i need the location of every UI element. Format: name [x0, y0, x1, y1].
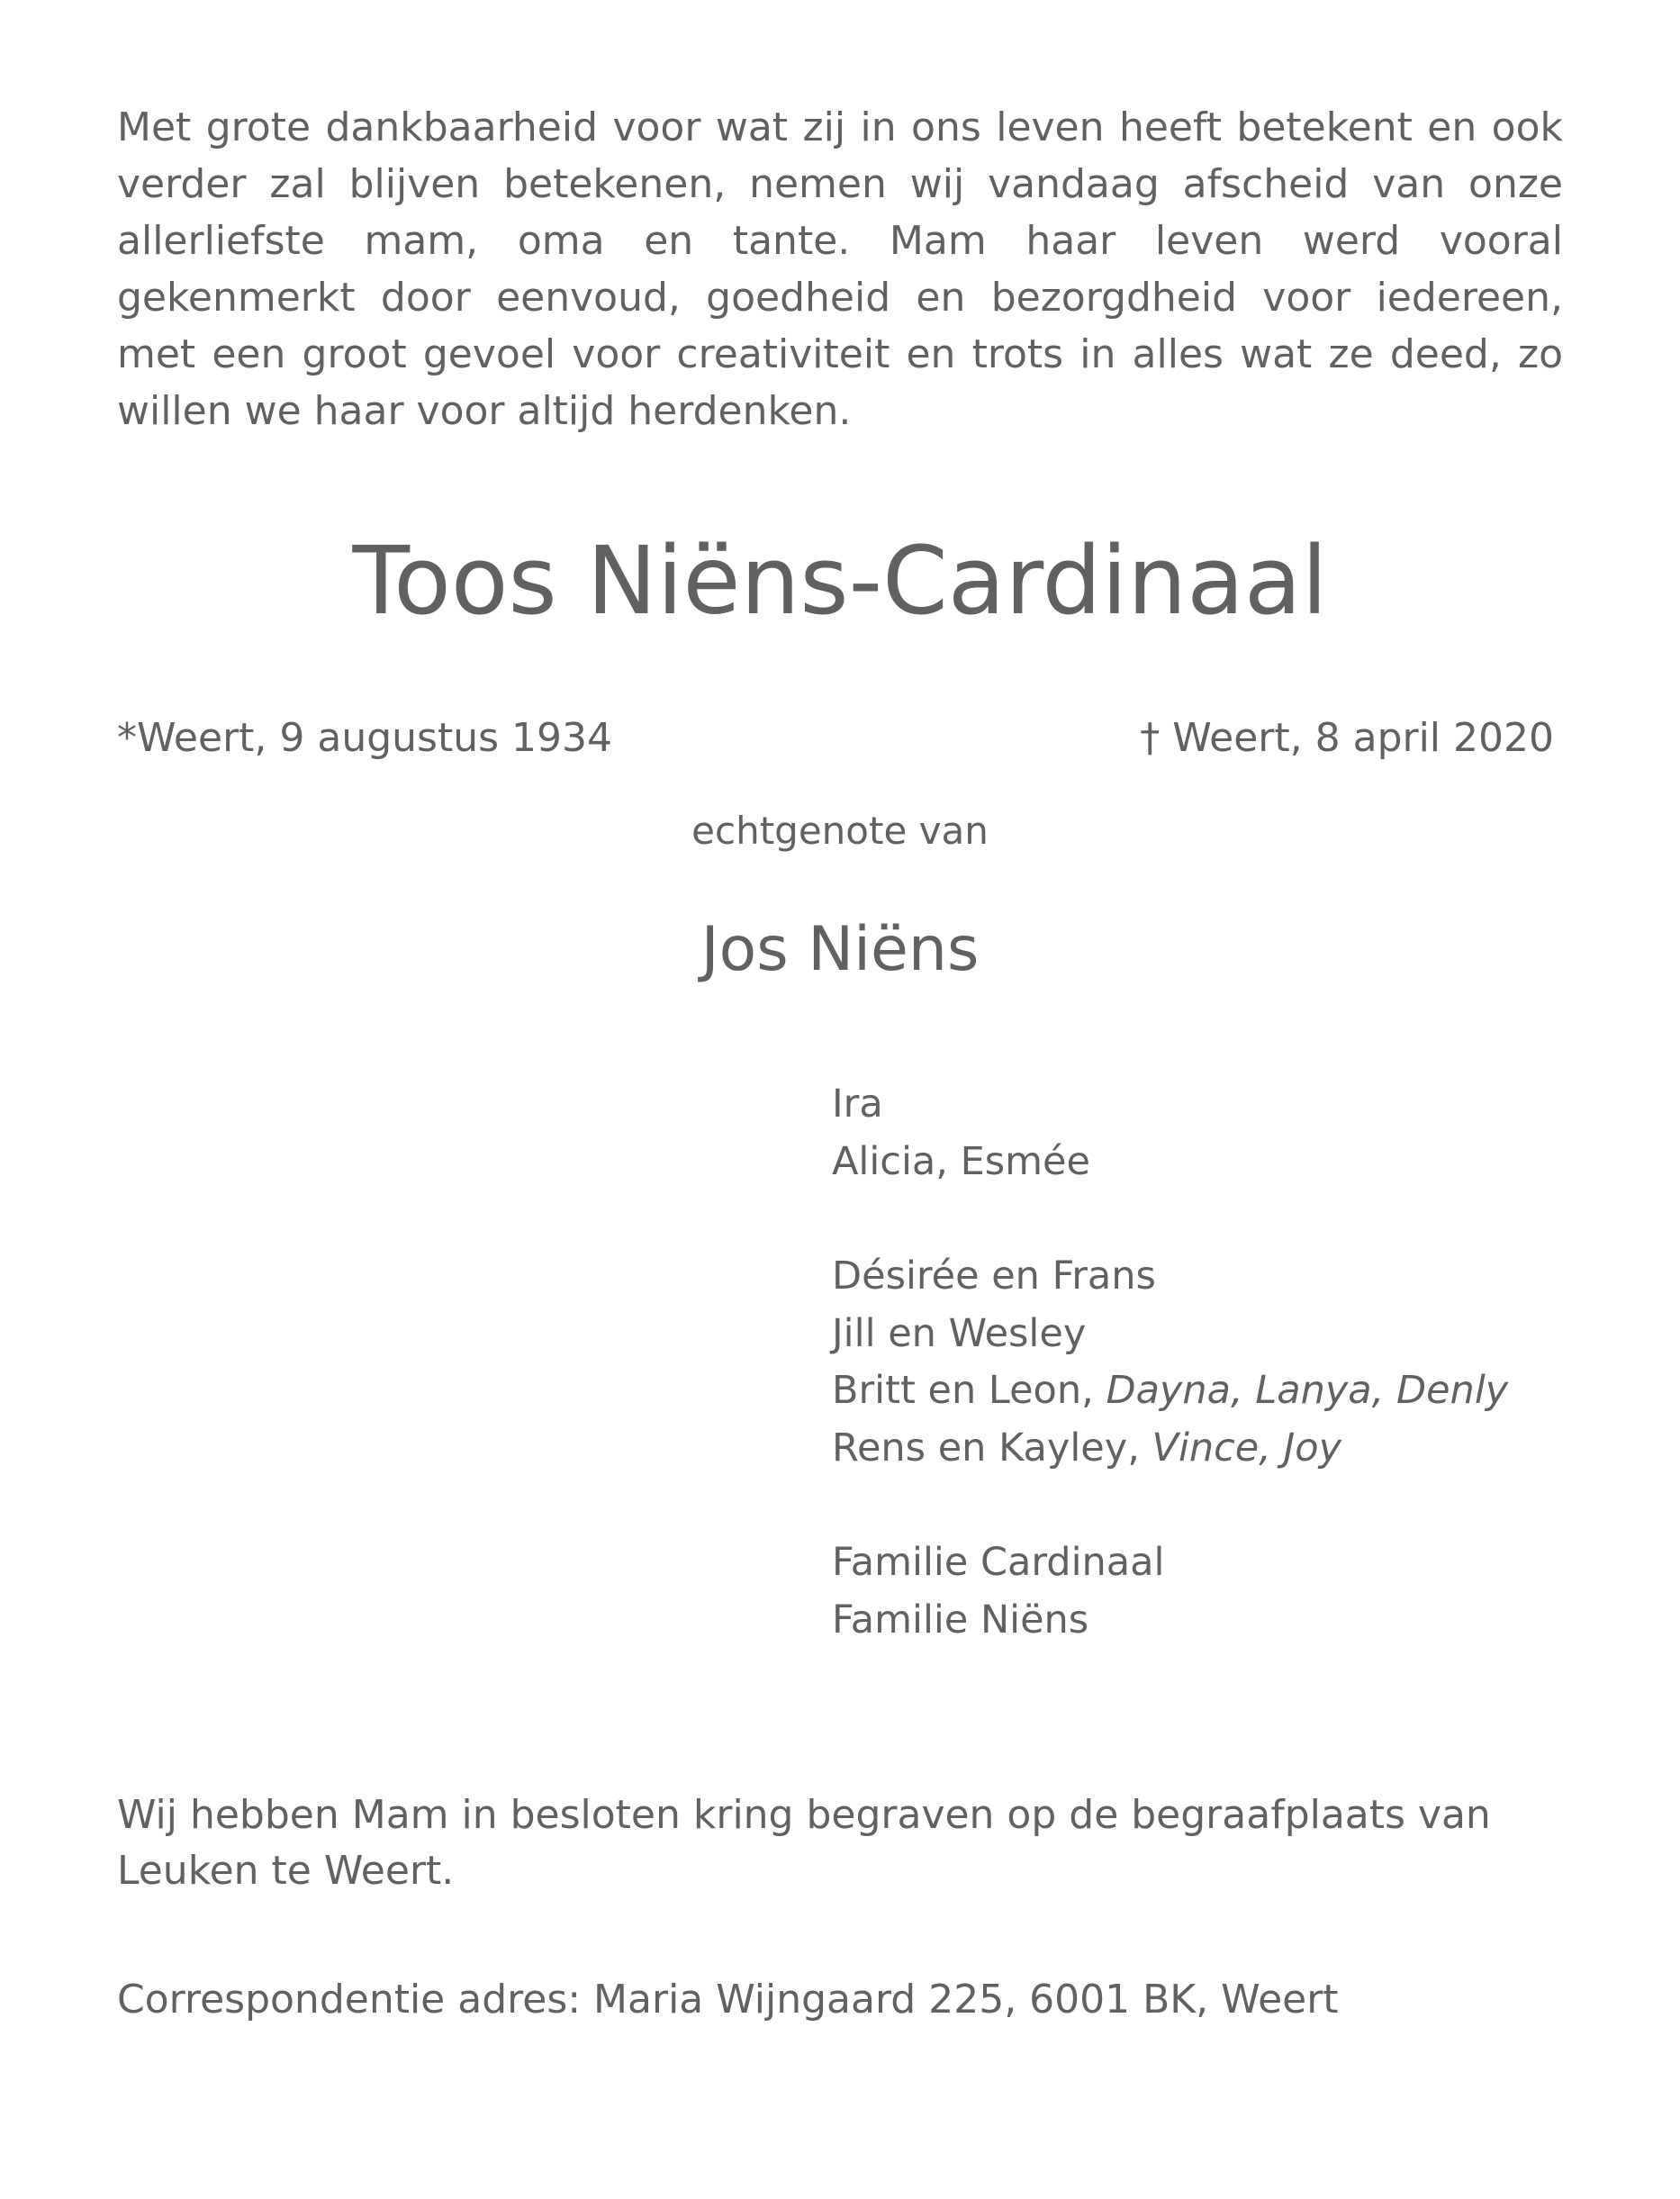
spouse-name: Jos Niëns: [700, 914, 980, 985]
correspondence-address: Correspondentie adres: Maria Wijngaard 225, 6001 BK, Weert: [117, 1977, 1339, 2023]
grandchildren-names: Dayna, Lanya, Denly: [1106, 1368, 1509, 1413]
family-group-1: [832, 1076, 1508, 1190]
family-couple: Rens en Kayley,: [832, 1425, 1152, 1471]
birth-info: *Weert, 9 augustus 1934: [117, 715, 612, 761]
family-list: [832, 1076, 1508, 1706]
family-line: [832, 1362, 1508, 1420]
family-line: Ira: [832, 1081, 883, 1127]
grandchildren-names: Vince, Joy: [1152, 1425, 1342, 1471]
family-line: Familie Niëns: [832, 1597, 1089, 1642]
deceased-name: Toos Niëns-Cardinaal: [352, 526, 1328, 636]
family-group-3: [832, 1534, 1508, 1649]
family-group-2: [832, 1248, 1508, 1477]
family-line: Jill en Wesley: [832, 1310, 1087, 1356]
family-line: Familie Cardinaal: [832, 1540, 1165, 1585]
family-line: Désirée en Frans: [832, 1253, 1156, 1299]
spouse-label: echtgenote van: [691, 809, 989, 853]
family-line: [832, 1420, 1508, 1478]
family-line: Alicia, Esmée: [832, 1138, 1090, 1184]
intro-paragraph: Met grote dankbaarheid voor wat zij in ons leven heeft betekent en ook verder zal blijven betekenen, nemen wij vandaag afscheid van onze allerliefste mam, oma en tante. Mam haar leven werd vooral gekenmerkt door eenvoud, goedheid en bezorgdheid voor iedereen, met een groot gevoel voor creativiteit en trots in alles wat ze deed, zo willen we haar voor altijd herdenken.: [117, 104, 1563, 434]
death-info: † Weert, 8 april 2020: [1140, 715, 1554, 761]
closing-paragraph: Wij hebben Mam in besloten kring begraven op de begraafplaats van Leuken te Weert.: [117, 1792, 1491, 1894]
family-couple: Britt en Leon,: [832, 1368, 1106, 1413]
